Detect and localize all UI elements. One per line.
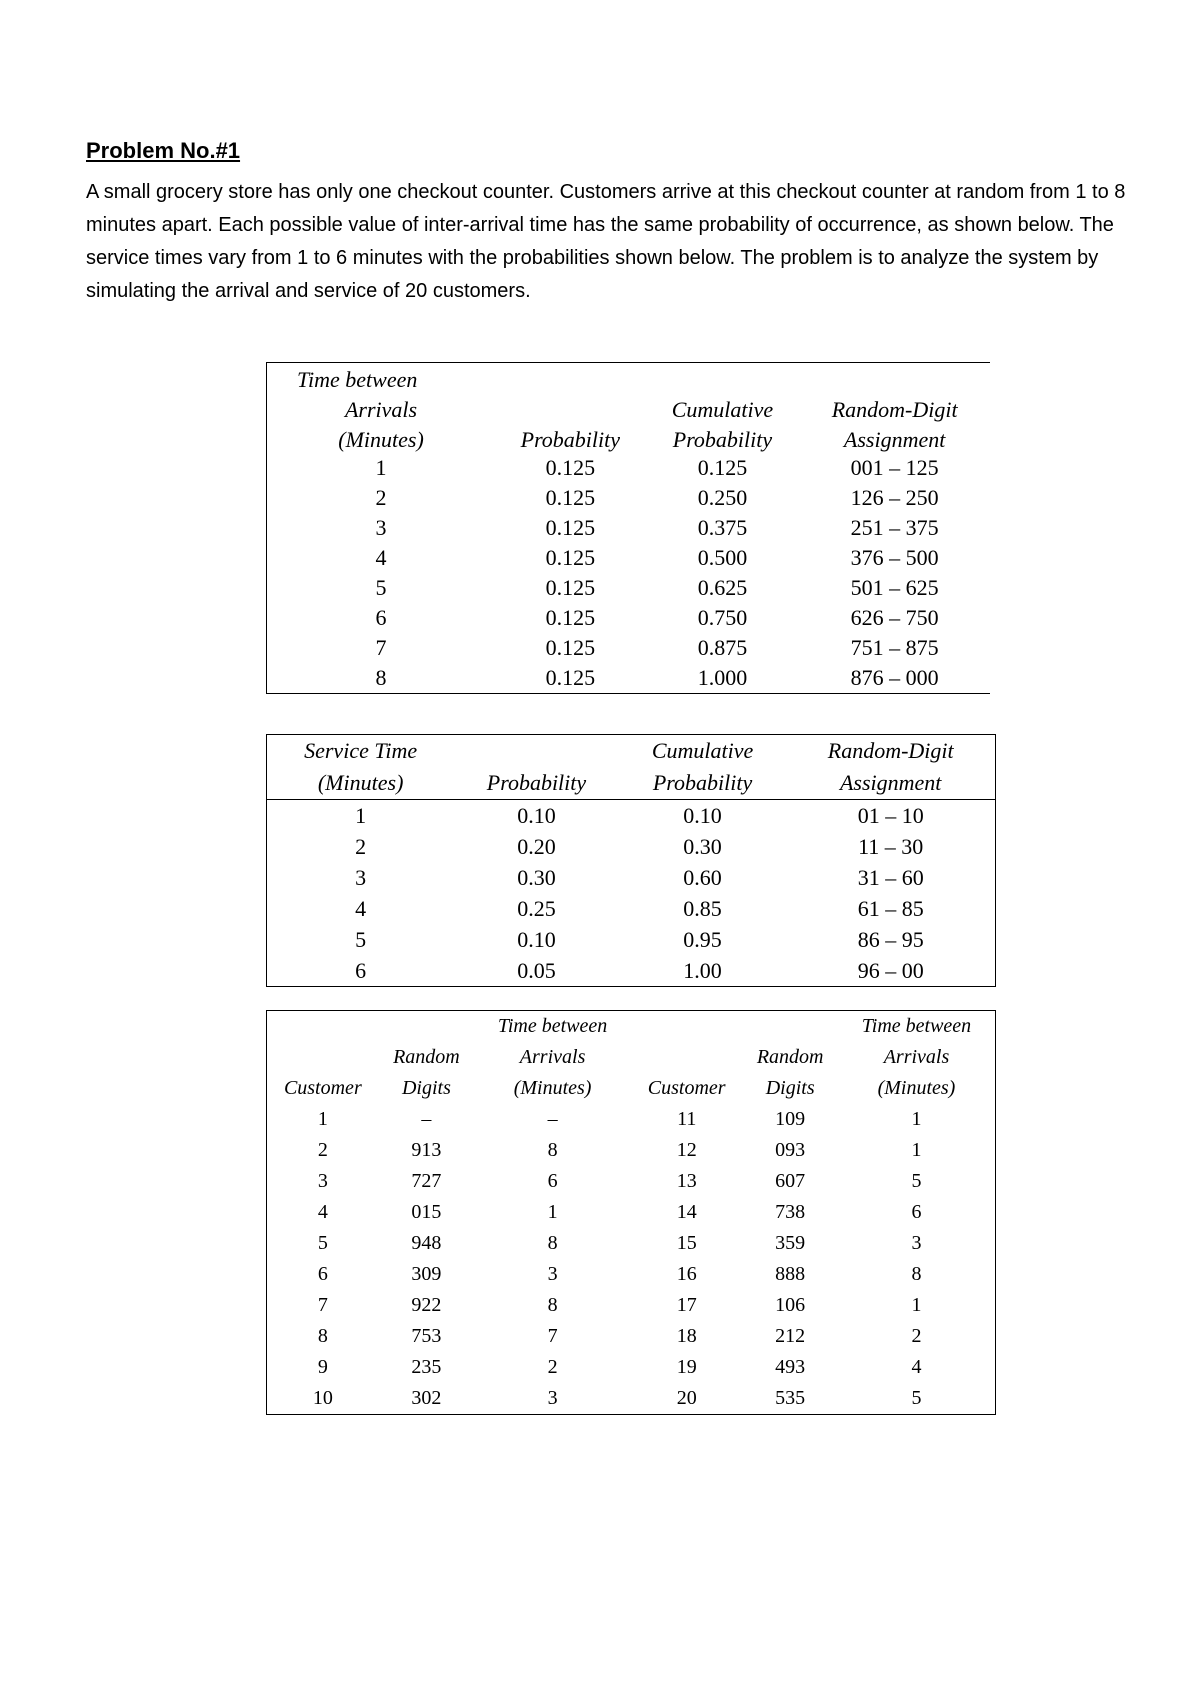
table-row [267,1352,996,1383]
table-cell: 212 [775,1325,806,1347]
table-cell: 607 [775,1170,806,1192]
table-cell: 5 [911,1170,922,1192]
table-cell: 0.95 [683,926,722,952]
header-digits: Digits [401,1077,451,1099]
table-cell: 888 [775,1263,806,1285]
header-arrivals: Arrivals [519,1046,586,1068]
table-cell: 251 – 375 [850,515,939,540]
table-cell: 1 [355,802,367,828]
table-cell: 5 [317,1232,328,1254]
table-cell: 1 [911,1139,922,1161]
header-minutes: (Minutes) [338,427,424,452]
table-cell: 8 [317,1325,328,1347]
table-row [267,663,991,694]
table-cell: 0.20 [517,833,556,859]
table-cell: 7 [317,1294,328,1316]
table-row [267,1383,996,1415]
table-row [267,483,991,513]
header-probability: Probability [520,427,621,452]
table-cell: 0.500 [697,545,748,570]
table-row [267,1135,996,1166]
table-row [267,453,991,483]
table-cell: 093 [775,1139,806,1161]
table-cell: 2 [317,1139,328,1161]
table-cell: 738 [775,1201,806,1223]
header-service-time: Service Time [304,738,418,763]
header-cumulative: Cumulative [671,397,774,422]
table-cell: 31 – 60 [857,864,924,890]
table-cell: 8 [547,1294,558,1316]
table-row [267,603,991,633]
table-row [267,513,991,543]
table-cell: 3 [375,515,387,540]
header-time-between: Time between [497,1015,608,1037]
table-cell: 913 [411,1139,442,1161]
table-cell: 6 [375,605,387,630]
table-cell: 8 [911,1263,922,1285]
table-cell: 0.125 [545,545,596,570]
table-row [267,1321,996,1352]
table-row [267,862,996,893]
table-cell: 0.125 [697,455,748,480]
table-cell: – [547,1108,558,1130]
table-cell: 0.375 [697,515,748,540]
random-digits-table [266,1010,996,1415]
table-row [267,573,991,603]
table-cell: 11 [677,1108,697,1130]
table-cell: 0.30 [517,864,556,890]
table-cell: 17 [676,1294,697,1316]
table-cell: 6 [547,1170,558,1192]
table-cell: 5 [375,575,387,600]
table-cell: 376 – 500 [850,545,939,570]
table-cell: 753 [411,1325,442,1347]
arrival-distribution-table [266,362,990,694]
header-cumulative-probability: Probability [619,767,787,800]
table-cell: 14 [676,1201,697,1223]
table-row [267,893,996,924]
table-cell: 4 [375,545,387,570]
table-cell: 0.125 [545,605,596,630]
table-cell: 15 [676,1232,697,1254]
table-cell: 0.250 [697,485,748,510]
header-minutes-2: (Minutes) [877,1077,956,1099]
table-cell: 5 [911,1387,922,1409]
header-random-2: Random [756,1046,824,1068]
table-row [267,1228,996,1259]
table-row [267,800,996,832]
table-cell: 1 [375,455,387,480]
table-cell: 19 [676,1356,697,1378]
header-minutes: (Minutes) [267,767,455,800]
header-customer: Customer [283,1077,362,1099]
table-cell: 0.625 [697,575,748,600]
table-cell: 0.30 [683,833,722,859]
table-cell: 0.125 [545,665,596,690]
table-cell: 18 [676,1325,697,1347]
table-cell: 1 [911,1294,922,1316]
table-cell: 20 [676,1387,697,1409]
table-cell: 10 [312,1387,333,1409]
table-cell: 1 [547,1201,558,1223]
table-cell: 2 [355,833,367,859]
table-row [267,1104,996,1135]
table-cell: 13 [676,1170,697,1192]
table-cell: 8 [375,665,387,690]
table-row [267,1197,996,1228]
table-row [267,633,991,663]
table-cell: 876 – 000 [850,665,939,690]
table-cell: 751 – 875 [850,635,939,660]
table-cell: 6 [911,1201,922,1223]
table-cell: 11 – 30 [858,833,924,859]
header-random: Random [393,1046,460,1068]
table-cell: 501 – 625 [850,575,939,600]
table-cell: 0.125 [545,575,596,600]
header-cumulative: Cumulative [651,738,754,763]
header-probability: Probability [454,767,618,800]
table-cell: 2 [547,1356,558,1378]
table-cell: 4 [911,1356,922,1378]
table-cell: 001 – 125 [850,455,939,480]
table-cell: – [421,1108,432,1130]
table-cell: 3 [355,864,367,890]
header-minutes: (Minutes) [513,1077,592,1099]
table-cell: 0.125 [545,455,596,480]
table-cell: 359 [775,1232,806,1254]
table-cell: 6 [317,1263,328,1285]
table-row [267,1259,996,1290]
table-cell: 1.000 [697,665,748,690]
table-cell: 0.125 [545,515,596,540]
table-cell: 6 [355,957,367,983]
table-cell: 2 [375,485,387,510]
table-cell: 3 [547,1387,558,1409]
table-cell: 0.750 [697,605,748,630]
header-random-digit: Random-Digit [827,738,954,763]
table-cell: 0.10 [683,802,722,828]
table-row [267,543,991,573]
header-time-between: Time between [297,367,418,392]
table-cell: 01 – 10 [857,802,924,828]
table-cell: 235 [411,1356,442,1378]
table-row [267,924,996,955]
table-cell: 626 – 750 [850,605,939,630]
table-cell: 0.125 [545,485,596,510]
table-cell: 109 [775,1108,806,1130]
header-assignment: Assignment [786,767,995,800]
service-distribution-table [266,734,996,987]
table-cell: 8 [547,1232,558,1254]
table-cell: 7 [547,1325,558,1347]
table-cell: 96 – 00 [857,957,924,983]
problem-title: Problem No.#1 [86,138,241,163]
table-cell: 309 [411,1263,442,1285]
table-cell: 106 [775,1294,806,1316]
table-cell: 0.05 [517,957,556,983]
table-cell: 4 [355,895,367,921]
table-cell: 86 – 95 [857,926,924,952]
header-assignment: Assignment [843,427,946,452]
table-cell: 0.875 [697,635,748,660]
table-cell: 126 – 250 [850,485,939,510]
table-cell: 2 [911,1325,922,1347]
table-cell: 9 [317,1356,328,1378]
table-cell: 4 [317,1201,328,1223]
table-cell: 302 [411,1387,442,1409]
table-row [267,1166,996,1197]
table-cell: 922 [411,1294,442,1316]
header-arrivals: Arrivals [344,397,418,422]
table-cell: 61 – 85 [857,895,924,921]
table-cell: 3 [547,1263,558,1285]
header-random-digit: Random-Digit [831,397,958,422]
table-row [267,955,996,987]
table-cell: 1 [317,1108,328,1130]
table-cell: 535 [775,1387,806,1409]
header-time-between-2: Time between [861,1015,972,1037]
table-cell: 727 [411,1170,442,1192]
table-cell: 0.125 [545,635,596,660]
table-cell: 0.10 [517,926,556,952]
header-customer-2: Customer [647,1077,726,1099]
table-cell: 015 [411,1201,442,1223]
table-cell: 0.60 [683,864,722,890]
table-cell: 1.00 [683,957,722,983]
table-cell: 948 [411,1232,442,1254]
table-cell: 0.10 [517,802,556,828]
table-cell: 1 [911,1108,922,1130]
table-cell: 0.25 [517,895,556,921]
table-cell: 7 [375,635,387,660]
table-row [267,1290,996,1321]
table-cell: 0.85 [683,895,722,921]
table-cell: 16 [676,1263,697,1285]
table-cell: 493 [775,1356,806,1378]
table-cell: 3 [911,1232,922,1254]
problem-description: A small grocery store has only one checkout counter. Customers arrive at this checkout counter at random from 1 to 8 minutes apart. Each possible value of inter-arrival time has the same probability of occurrence, as shown below. The service times vary from 1 to 6 minutes with the probabilities shown below. The problem is to analyze the system by simulating the arrival and service of 20 customers. [86,181,1126,302]
header-arrivals-2: Arrivals [883,1046,950,1068]
table-cell: 5 [355,926,367,952]
table-cell: 12 [676,1139,697,1161]
header-cumulative-probability: Probability [672,427,773,452]
header-digits-2: Digits [765,1077,815,1099]
table-cell: 8 [547,1139,558,1161]
table-row [267,831,996,862]
table-cell: 3 [317,1170,328,1192]
